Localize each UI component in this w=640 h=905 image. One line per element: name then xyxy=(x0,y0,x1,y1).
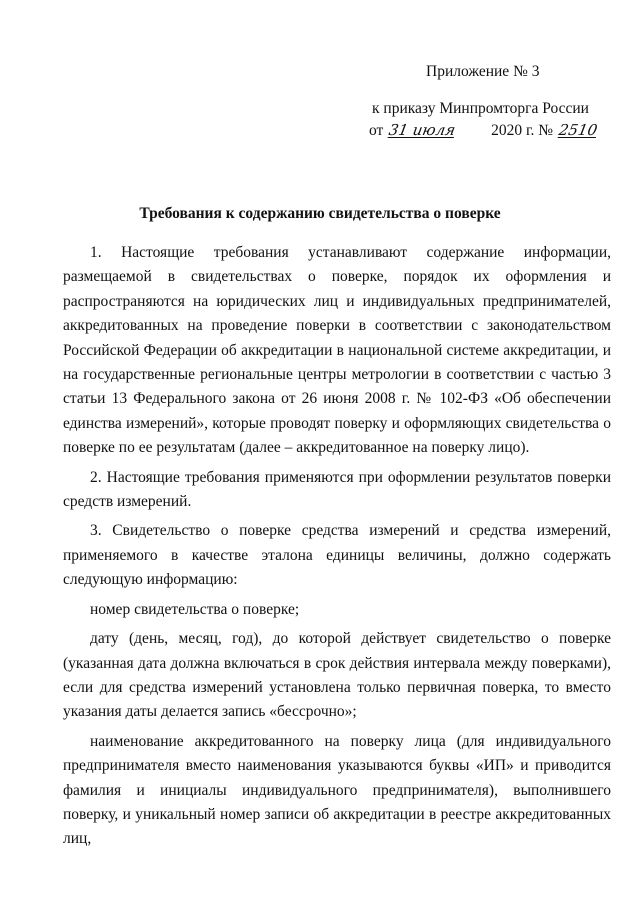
list-item-validity-date: дату (день, месяц, год), до которой действует свидетельство о поверке (указанная дата должна включаться в срок действия интервала между поверками), если для средства измерений установлена только первичная поверка, то вместо указания даты делается запись «бессрочно»; xyxy=(63,630,611,721)
paragraph-3: 3. Свидетельство о поверке средства измерений и средства измерений, применяемого в качестве эталона единицы величины, должно содержать следующую информацию: xyxy=(63,522,611,589)
appendix-number: Приложение № 3 xyxy=(426,63,540,80)
order-reference: к приказу Минпромторга России xyxy=(372,100,589,117)
document-title: Требования к содержанию свидетельства о поверке xyxy=(139,205,501,222)
list-item-accredited-person: наименование аккредитованного на поверку лица (для индивидуального предпринимателя вместо наименования указываются буквы «ИП» и приводится фамилия и инициалы индивидуального предпринимателя), выполнившего поверку, и уникальный номер записи об аккредитации в реестре аккредитованных лиц, xyxy=(63,732,611,848)
handwritten-order-number: 2510 xyxy=(557,121,599,139)
order-date-line xyxy=(369,120,600,141)
appendix-header xyxy=(360,62,600,141)
handwritten-date: 31 июля xyxy=(387,121,458,139)
document-body xyxy=(63,241,611,857)
order-year: 2020 г. № xyxy=(491,122,554,139)
date-prefix: от xyxy=(369,122,384,139)
paragraph-1: 1. Настоящие требования устанавливают содержание информации, размещаемой в свидетельствах о поверке, порядок их оформления и распространяются на юридических лиц и индивидуальных предпринимателей, аккредитованных на проведение поверки в соответствии с законодательством Российской Федерации об аккредитации в национальной системе аккредитации, и на государственные региональные центры метрологии в соответствии с частью 3 статьи 13 Федерального закона от 26 июня 2008 г. № 102-ФЗ «Об обеспечении единства измерений», которые проводят поверку и оформляющих свидетельства о поверке по ее результатам (далее – аккредитованное на поверку лицо). xyxy=(63,244,611,457)
paragraph-2: 2. Настоящие требования применяются при оформлении результатов поверки средств измерений. xyxy=(63,468,611,511)
list-item-certificate-number: номер свидетельства о поверке; xyxy=(90,600,300,618)
